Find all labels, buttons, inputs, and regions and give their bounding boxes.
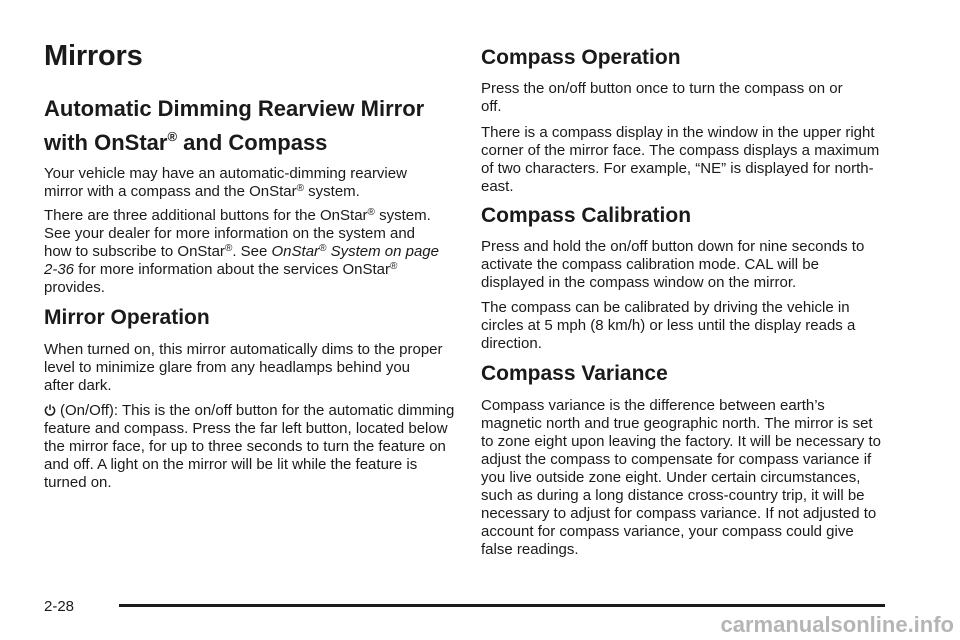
footer-divider: [119, 604, 885, 607]
section-heading-compass-operation: Compass Operation: [481, 46, 681, 69]
intro-paragraph: Your vehicle may have an automatic-dimming rearview mirror with a compass and the OnStar® system.: [44, 165, 407, 200]
section-heading-mirror-operation: Mirror Operation: [44, 306, 210, 329]
section-heading-compass-variance: Compass Variance: [481, 362, 668, 385]
section-heading-automatic-dimming-mirror: Automatic Dimming Rearview Mirror with OnStar® and Compass: [44, 96, 425, 155]
compass-variance-paragraph: Compass variance is the difference between earth’s magnetic north and true geographic north. The mirror is set to zone eight upon leaving the factory. It will be necessary to adjust the compass to compensate for compass variance if you live outside zone eight. Under certain circumstances, such as during a long distance cross-country trip, it will be necessary to adjust for compass variance. If not adjusted to account for compass variance, your compass could give false readings.: [481, 397, 881, 558]
page-title: Mirrors: [44, 40, 143, 72]
onstar-buttons-paragraph: There are three additional buttons for the OnStar® system. See your dealer for more information on the system and how to subscribe to OnStar®. See OnStar® System on page 2-36 for more information about the services OnStar® provides.: [44, 207, 439, 296]
watermark: carmanualsonline.info: [720, 612, 954, 637]
compass-operation-paragraph-1: Press the on/off button once to turn the compass on or off.: [481, 80, 843, 115]
page-number: 2-28: [44, 598, 75, 615]
onstar-cross-reference-link[interactable]: OnStar® System on page 2-36: [44, 243, 439, 278]
registered-mark: ®: [167, 129, 178, 144]
calibration-paragraph-1: Press and hold the on/off button down for nine seconds to activate the compass calibration mode. CAL will be displayed in the compass window on the mirror.: [481, 238, 865, 291]
compass-operation-paragraph-2: There is a compass display in the window in the upper right corner of the mirror face. The compass displays a maximum of two characters. For example, “NE” is displayed for north-east.: [481, 124, 880, 195]
on-off-button-paragraph: (On/Off): This is the on/off button for the automatic dimming feature and compass. Press the far left button, located below the mirror face, for up to three seconds to turn the feature on and off. A light on the mirror will be lit while the feature is turned on.: [44, 402, 455, 491]
mirror-operation-paragraph: When turned on, this mirror automatically dims to the proper level to minimize glare from any headlamps behind you after dark.: [44, 341, 443, 394]
section-heading-compass-calibration: Compass Calibration: [481, 204, 692, 227]
calibration-paragraph-2: The compass can be calibrated by driving the vehicle in circles at 5 mph (8 km/h) or less until the display reads a direction.: [481, 299, 856, 352]
power-icon: [44, 403, 56, 415]
